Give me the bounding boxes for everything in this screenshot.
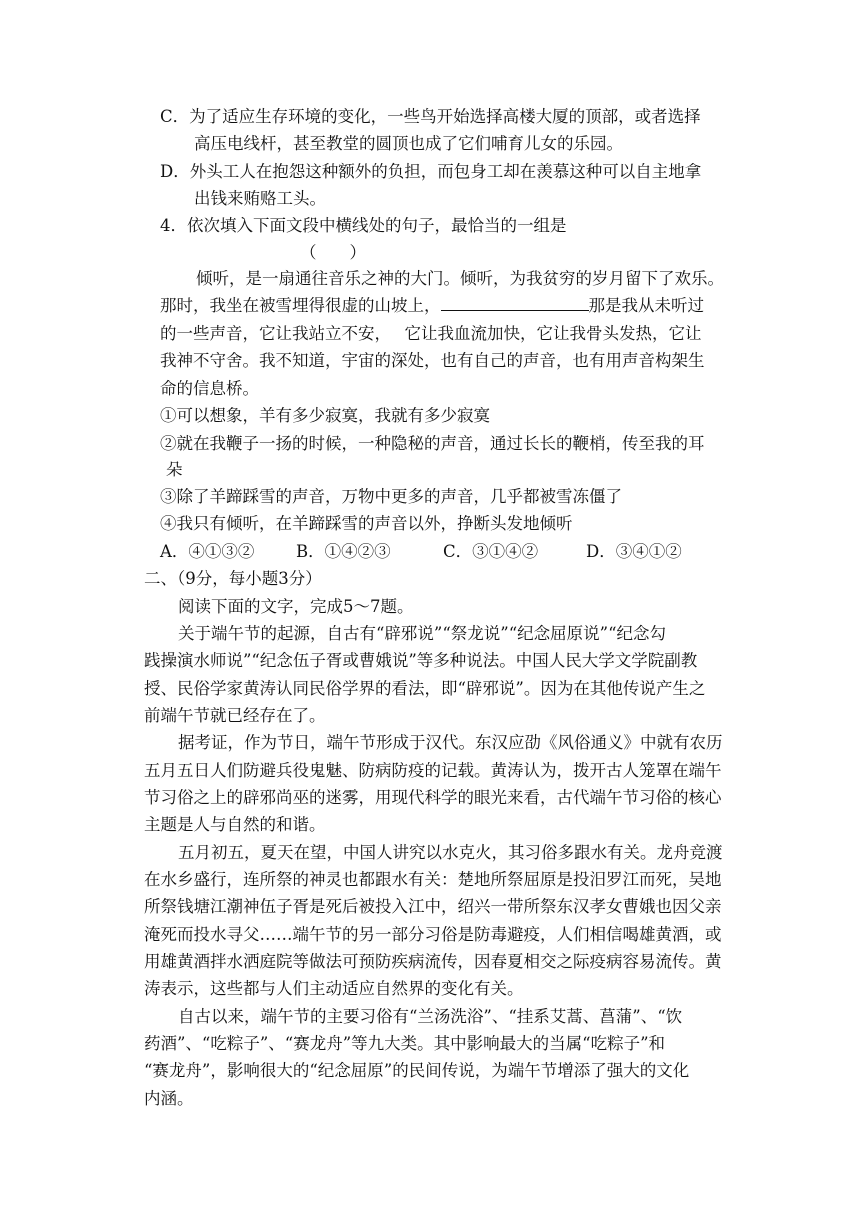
q3-option-c-line2: 高压电线杆，甚至教堂的圆顶也成了它们哺育儿女的乐园。 — [194, 134, 623, 153]
para2-line2: 五月五日人们防避兵役鬼魅、防病防疫的记载。黄涛认为，拨开古人笼罩在端午 — [144, 761, 722, 780]
q4-option-a: A．④①③② — [160, 542, 255, 561]
para2-line1: 据考证，作为节日，端午节形成于汉代。东汉应劭《风俗通义》中就有农历 — [178, 733, 723, 752]
para3-line5: 用雄黄酒拌水洒庭院等做法可预防疾病流传，因春夏相交之际疫病容易流传。黄 — [144, 952, 722, 971]
q4-answer-paren: （ ） — [300, 243, 366, 262]
q4-item-1: ①可以想象，羊有多少寂寞，我就有多少寂寞 — [160, 406, 490, 425]
para3-line4: 淹死而投水寻父……端午节的另一部分习俗是防毒避疫，人们相信喝雄黄酒，或 — [144, 925, 722, 944]
q4-passage-line5: 命的信息桥。 — [160, 379, 259, 398]
q4-option-b: B．①④②③ — [296, 542, 391, 561]
para3-line6: 涛表示，这些都与人们主动适应自然界的变化有关。 — [144, 979, 524, 998]
para1-line3: 授、民俗学家黄涛认同民俗学界的看法，即“辟邪说”。因为在其他传说产生之 — [144, 679, 706, 698]
para3-line1: 五月初五，夏天在望，中国人讲究以水克火，其习俗多跟水有关。龙舟竞渡 — [178, 843, 723, 862]
para1-line2: 践操演水师说”“纪念伍子胥或曹娥说”等多种说法。中国人民大学文学院副教 — [144, 651, 698, 670]
para1-line4: 前端午节就已经存在了。 — [144, 706, 326, 725]
q4-passage-line1: 倾听，是一扇通往音乐之神的大门。倾听，为我贫穷的岁月留下了欢乐。 — [196, 269, 724, 288]
q4-passage-line4: 我神不守舍。我不知道，宇宙的深处，也有自己的声音，也有用声音构架生 — [160, 351, 705, 370]
para2-line4: 主题是人与自然的和谐。 — [144, 815, 326, 834]
section2-instruction: 阅读下面的文字，完成5～7题。 — [178, 597, 414, 616]
q4-passage-line2-after: 那是我从未听过 — [588, 296, 704, 315]
q4-passage-line3: 的一些声音，它让我站立不安， 它让我血流加快，它让我骨头发热，它让 — [160, 324, 702, 343]
q4-option-c: C．③①④② — [443, 542, 539, 561]
answer-blank-line — [441, 296, 589, 311]
q3-option-d-line2: 出钱来贿赂工头。 — [194, 189, 326, 208]
para1-line1: 关于端午节的起源，自古有“辟邪说”“祭龙说”“纪念屈原说”“纪念勾 — [178, 624, 667, 643]
para4-line1: 自古以来，端午节的主要习俗有“兰汤洗浴”、“挂系艾蒿、菖蒲”、“饮 — [178, 1007, 683, 1026]
para3-line2: 在水乡盛行，连所祭的神灵也都跟水有关：楚地所祭屈原是投汨罗江而死，吴地 — [144, 870, 722, 889]
q4-passage-line2 — [160, 295, 704, 317]
q4-item-3: ③除了羊蹄踩雪的声音，万物中更多的声音，几乎都被雪冻僵了 — [160, 487, 622, 506]
q4-item-2-line2: 朵 — [166, 460, 183, 479]
para2-line3: 节习俗之上的辟邪尚巫的迷雾，用现代科学的眼光来看，古代端午节习俗的核心 — [144, 788, 722, 807]
q4-item-4: ④我只有倾听，在羊蹄踩雪的声音以外，挣断头发地倾听 — [160, 514, 573, 533]
section2-heading: 二、（9分，每小题3分） — [144, 569, 322, 588]
para4-line4: 内涵。 — [144, 1089, 194, 1108]
q3-option-c-line1: C．为了适应生存环境的变化，一些鸟开始选择高楼大厦的顶部，或者选择 — [160, 107, 701, 126]
q4-passage-line2-before: 那时，我坐在被雪埋得很虚的山坡上， — [160, 296, 441, 315]
para3-line3: 所祭钱塘江潮神伍子胥是死后被投入江中，绍兴一带所祭东汉孝女曹娥也因父亲 — [144, 897, 722, 916]
q3-option-d-line1: D．外头工人在抱怨这种额外的负担，而包身工却在羡慕这种可以自主地拿 — [160, 162, 702, 181]
q4-stem: 4．依次填入下面文段中横线处的句子，最恰当的一组是 — [160, 216, 567, 235]
para4-line3: “赛龙舟”，影响很大的“纪念屈原”的民间传说，为端午节增添了强大的文化 — [144, 1061, 690, 1080]
q4-option-d: D．③④①② — [586, 542, 682, 561]
para4-line2: 药酒”、“吃粽子”、“赛龙舟”等九大类。其中影响最大的当属“吃粽子”和 — [144, 1034, 666, 1053]
q4-item-2-line1: ②就在我鞭子一扬的时候，一种隐秘的声音，通过长长的鞭梢，传至我的耳 — [160, 434, 705, 453]
